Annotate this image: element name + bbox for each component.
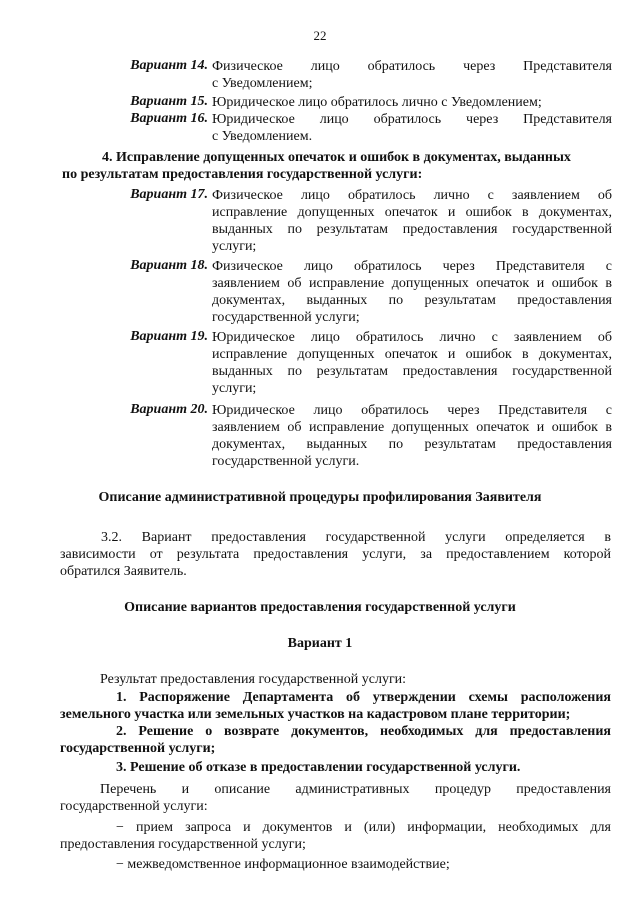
page-number: 22	[313, 28, 327, 43]
variant-18-line: Физическое лицо обратилось через Представителя с	[212, 259, 612, 274]
result-intro: Результат предоставления государственной услуги:	[100, 672, 407, 687]
heading-variant-1: Вариант 1	[287, 636, 353, 651]
section-4-heading-line2: по результатам предоставления государственной услуги:	[62, 167, 423, 182]
procedure-item-2: − межведомственное информационное взаимодействие;	[116, 857, 450, 872]
variant-14-text-line2: с Уведомлением;	[212, 76, 313, 91]
variant-18-line: документах, выданных по результатам предоставления	[212, 293, 612, 308]
variant-18-line: государственной услуги;	[212, 310, 360, 325]
result-1-line1: 1. Распоряжение Департамента об утверждении схемы расположения	[116, 690, 611, 705]
procedures-line2: государственной услуги:	[60, 799, 208, 814]
variant-16-text-line2: с Уведомлением.	[212, 129, 313, 144]
variant-19-line: исправление допущенных опечаток и ошибок в документах,	[212, 347, 612, 362]
variant-19-line: услуги;	[212, 381, 257, 396]
result-3: 3. Решение об отказе в предоставлении государственной услуги.	[116, 760, 521, 775]
result-2-line2: государственной услуги;	[60, 741, 216, 756]
variant-15-text: Юридическое лицо обратилось лично с Уведомлением;	[212, 95, 542, 110]
para-3-2-line1: 3.2. Вариант предоставления государственной услуги определяется в	[101, 530, 611, 545]
variant-20-line: документах, выданных по результатам предоставления	[212, 437, 612, 452]
variant-20-label: Вариант 20.	[130, 402, 208, 417]
section-4-heading-line1: 4. Исправление допущенных опечаток и ошибок в документах, выданных	[102, 150, 571, 165]
variant-20-line: Юридическое лицо обратилось через Представителя с	[212, 403, 612, 418]
variant-20-line: заявлением об исправление допущенных опечаток и ошибок в	[212, 420, 612, 435]
variant-17-line: Физическое лицо обратилось лично с заявлением об	[212, 188, 612, 203]
variant-19-label: Вариант 19.	[130, 329, 208, 344]
para-3-2-line3: обратился Заявитель.	[60, 564, 187, 579]
result-1-line2: земельного участка или земельных участков на кадастровом плане территории;	[60, 707, 571, 722]
variant-19-line: выданных по результатам предоставления государственной	[212, 364, 612, 379]
heading-profiling: Описание административной процедуры профилирования Заявителя	[98, 490, 542, 505]
variant-17-line: выданных по результатам предоставления государственной	[212, 222, 612, 237]
para-3-2-line2: зависимости от результата предоставления услуги, за предоставлением которой	[60, 547, 611, 562]
variant-18-line: заявлением об исправление допущенных опечаток и ошибок в	[212, 276, 612, 291]
procedures-line1: Перечень и описание административных процедур предоставления	[100, 782, 611, 797]
variant-17-line: исправление допущенных опечаток и ошибок в документах,	[212, 205, 612, 220]
procedure-item-1-line2: предоставления государственной услуги;	[60, 837, 306, 852]
variant-17-line: услуги;	[212, 239, 257, 254]
variant-18-label: Вариант 18.	[130, 258, 208, 273]
heading-variants-description: Описание вариантов предоставления государственной услуги	[124, 600, 516, 615]
variant-17-label: Вариант 17.	[130, 187, 208, 202]
result-2-line1: 2. Решение о возврате документов, необходимых для предоставления	[116, 724, 611, 739]
procedure-item-1-line1: − прием запроса и документов и (или) информации, необходимых для	[116, 820, 611, 835]
variant-15-label: Вариант 15.	[130, 94, 208, 109]
variant-20-line: государственной услуги.	[212, 454, 360, 469]
variant-16-text-line1: Юридическое лицо обратилось через Представителя	[212, 112, 612, 127]
variant-16-label: Вариант 16.	[130, 111, 208, 126]
variant-19-line: Юридическое лицо обратилось лично с заявлением об	[212, 330, 612, 345]
variant-14-text-line1: Физическое лицо обратилось через Представителя	[212, 59, 612, 74]
variant-14-label: Вариант 14.	[130, 58, 208, 73]
